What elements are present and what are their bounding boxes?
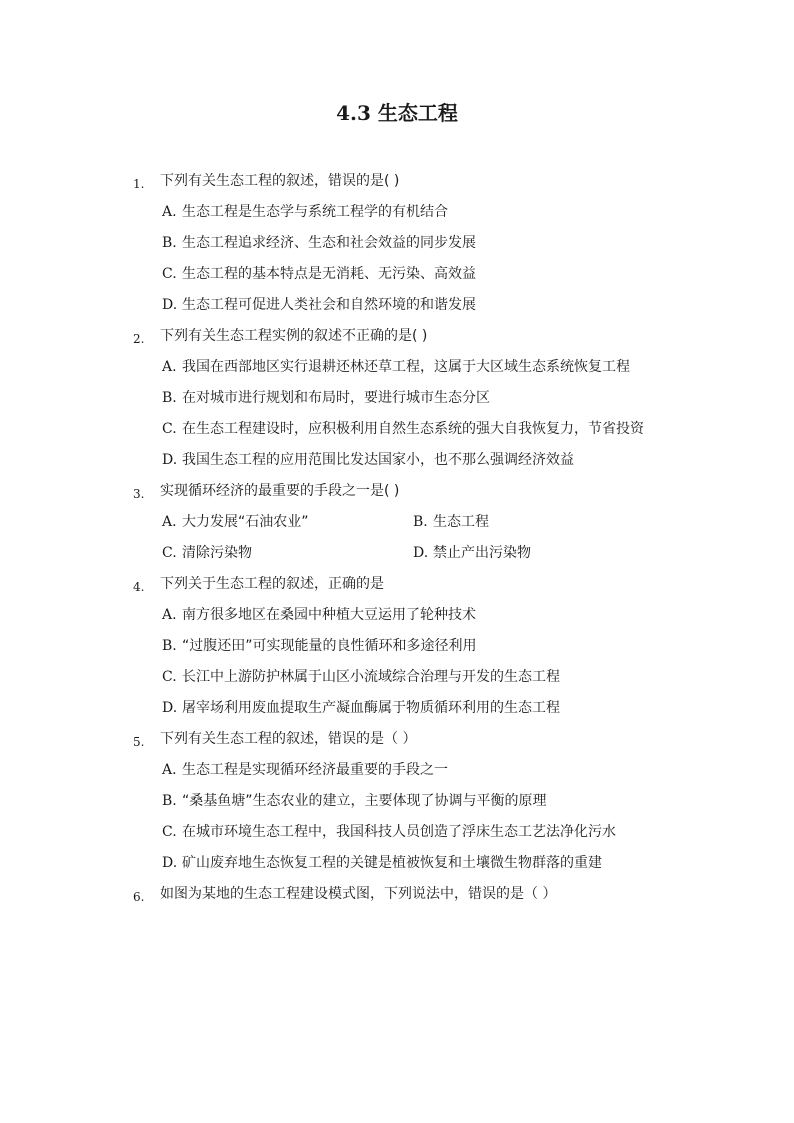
option-text: 大力发展“石油农业” xyxy=(182,514,309,530)
option-a xyxy=(0,201,794,232)
option-text: 生态工程追求经济、生态和社会效益的同步发展 xyxy=(182,235,476,251)
option-letter: C. xyxy=(162,824,177,840)
question-4 xyxy=(0,573,794,728)
question-5 xyxy=(0,728,794,883)
option-text: 南方很多地区在桑园中种植大豆运用了轮种技术 xyxy=(182,607,476,623)
question-2 xyxy=(0,325,794,480)
question-text: 实现循环经济的最重要的手段之一是( ) xyxy=(160,483,400,499)
option-letter: C. xyxy=(162,669,177,685)
option-letter: C. xyxy=(162,421,177,437)
option-letter: A. xyxy=(162,204,177,220)
option-d xyxy=(0,449,794,480)
option-b xyxy=(0,790,794,821)
option-text: 长江中上游防护林属于山区小流域综合治理与开发的生态工程 xyxy=(182,669,560,685)
option-a xyxy=(0,356,794,387)
option-c xyxy=(0,263,794,294)
option-letter: A. xyxy=(162,762,177,778)
option-letter: B. xyxy=(162,235,177,251)
question-text: 下列有关生态工程的叙述，错误的是（ ） xyxy=(160,731,417,747)
question-3 xyxy=(0,480,794,573)
option-letter: A. xyxy=(162,514,177,530)
question-stem xyxy=(0,170,794,201)
option-c xyxy=(0,666,794,697)
question-number: 2. xyxy=(133,332,145,346)
question-list xyxy=(0,170,794,914)
option-b xyxy=(0,232,794,263)
option-letter: A. xyxy=(162,607,177,623)
option-text: 在对城市进行规划和布局时，要进行城市生态分区 xyxy=(182,390,490,406)
option-text: 禁止产出污染物 xyxy=(433,545,531,561)
option-text: “桑基鱼塘”生态农业的建立，主要体现了协调与平衡的原理 xyxy=(182,793,547,809)
option-letter: C. xyxy=(162,545,177,561)
option-text: 屠宰场利用废血提取生产凝血酶属于物质循环利用的生态工程 xyxy=(182,700,560,716)
question-6 xyxy=(0,883,794,914)
option-letter: D. xyxy=(413,545,429,561)
question-stem xyxy=(0,325,794,356)
option-text: 生态工程的基本特点是无消耗、无污染、高效益 xyxy=(182,266,476,282)
page-title: 4.3 生态工程 xyxy=(336,101,458,125)
option-text: 生态工程可促进人类社会和自然环境的和谐发展 xyxy=(182,297,476,313)
option-d xyxy=(0,294,794,325)
option-letter: B. xyxy=(413,514,428,530)
option-letter: B. xyxy=(162,638,177,654)
question-text: 如图为某地的生态工程建设模式图，下列说法中，错误的是（ ） xyxy=(160,886,557,902)
option-a xyxy=(0,759,794,790)
option-text: “过腹还田”可实现能量的良性循环和多途径利用 xyxy=(182,638,477,654)
option-letter: B. xyxy=(162,793,177,809)
option-row xyxy=(0,542,794,573)
question-number: 1. xyxy=(133,177,145,191)
question-text: 下列有关生态工程实例的叙述不正确的是( ) xyxy=(160,328,428,344)
option-a xyxy=(0,604,794,635)
option-c xyxy=(0,821,794,852)
option-text: 生态工程是实现循环经济最重要的手段之一 xyxy=(182,762,448,778)
question-number: 5. xyxy=(133,735,145,749)
option-text: 生态工程是生态学与系统工程学的有机结合 xyxy=(182,204,448,220)
option-letter: A. xyxy=(162,359,177,375)
question-number: 6. xyxy=(133,890,145,904)
option-c xyxy=(0,418,794,449)
option-d xyxy=(0,852,794,883)
option-text: 生态工程 xyxy=(433,514,489,530)
option-b xyxy=(0,635,794,666)
question-stem xyxy=(0,728,794,759)
option-letter: B. xyxy=(162,390,177,406)
option-text: 在城市环境生态工程中，我国科技人员创造了浮床生态工艺法净化污水 xyxy=(182,824,616,840)
option-text: 在生态工程建设时，应积极利用自然生态系统的强大自我恢复力，节省投资 xyxy=(182,421,644,437)
option-d xyxy=(0,697,794,728)
option-letter: D. xyxy=(162,297,178,313)
question-stem xyxy=(0,883,794,914)
question-stem xyxy=(0,573,794,604)
option-letter: D. xyxy=(162,700,178,716)
option-text: 清除污染物 xyxy=(182,545,252,561)
question-text: 下列关于生态工程的叙述，正确的是 xyxy=(160,576,384,592)
option-letter: D. xyxy=(162,452,178,468)
option-text: 我国生态工程的应用范围比发达国家小，也不那么强调经济效益 xyxy=(182,452,574,468)
option-text: 我国在西部地区实行退耕还林还草工程，这属于大区域生态系统恢复工程 xyxy=(182,359,630,375)
option-b xyxy=(0,387,794,418)
question-number: 3. xyxy=(133,487,145,501)
option-text: 矿山废弃地生态恢复工程的关键是植被恢复和土壤微生物群落的重建 xyxy=(182,855,602,871)
question-number: 4. xyxy=(133,580,145,594)
option-letter: C. xyxy=(162,266,177,282)
question-1 xyxy=(0,170,794,325)
option-row xyxy=(0,511,794,542)
option-letter: D. xyxy=(162,855,178,871)
question-stem xyxy=(0,480,794,511)
question-text: 下列有关生态工程的叙述，错误的是( ) xyxy=(160,173,400,189)
